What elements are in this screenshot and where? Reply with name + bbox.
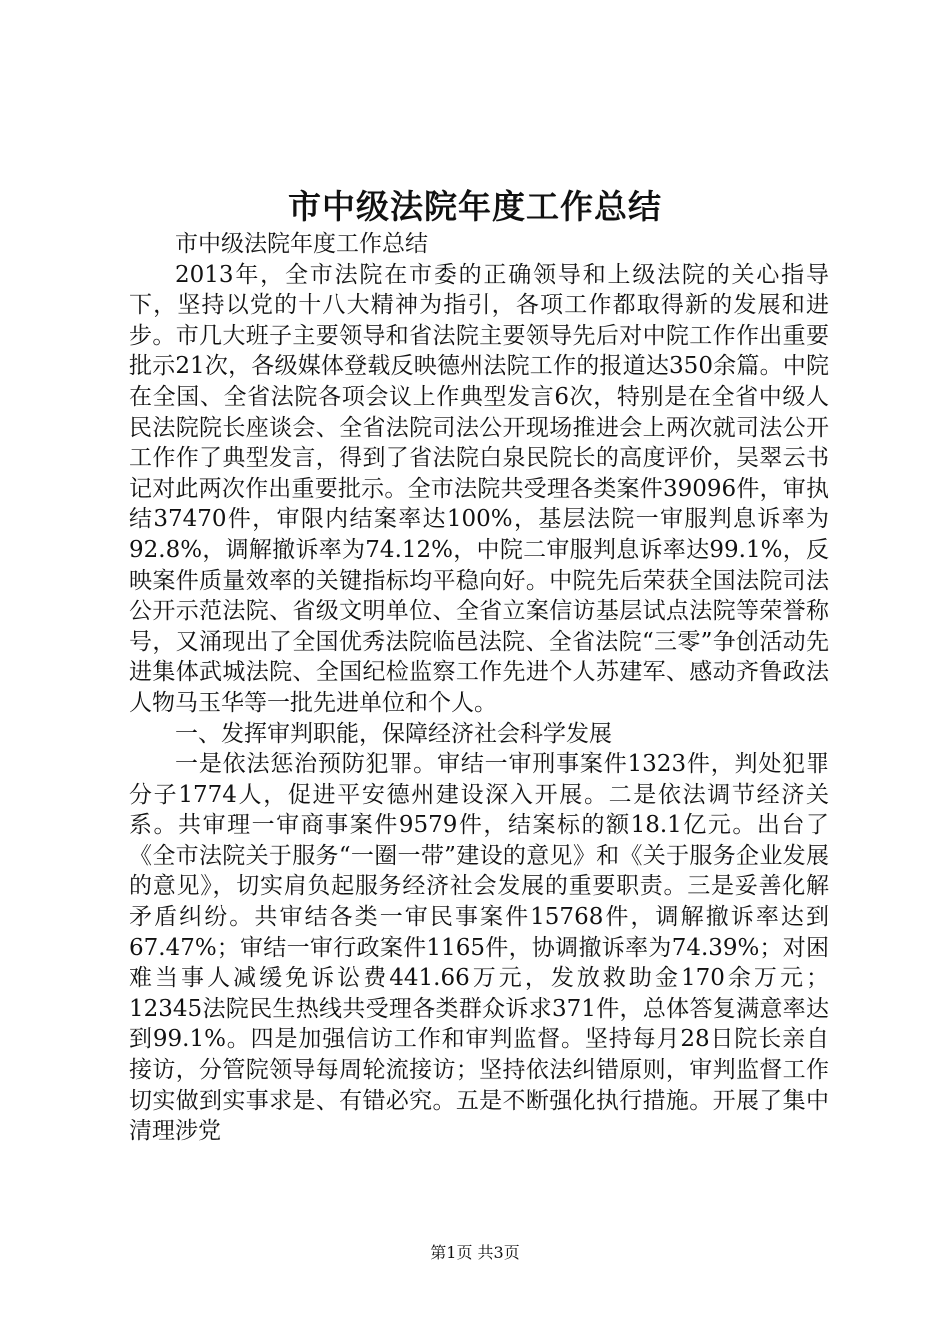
section-heading: 一、发挥审判职能，保障经济社会科学发展 [175,720,612,747]
page-footer: 第1页 共3页 [430,1243,520,1262]
paragraph-summary: 2013年，全市法院在市委的正确领导和上级法院的关心指导下，坚持以党的十八大精神为指引，各项工作都取得新的发展和进步。市几大班子主要领导和省法院主要领导先后对中院工作作出重要批示21次，各级媒体登载反映德州法院工作的报道达350余篇。中院在全国、全省法院各项会议上作典型发言6次，特别是在全省中级人民法院院长座谈会、全省法院司法公开现场推进会上两次就司法公开工作作了典型发言，得到了省法院白泉民院长的高度评价，吴翠云书记对此两次作出重要批示。全市法院共受理各类案件39096件，审执结37470件，审限内结案率达100%，基层法院一审服判息诉率为92.8%，调解撤诉率为74.12%，中院二审服判息诉率达99.1%，反映案件质量效率的关键指标均平稳向好。中院先后荣获全国法院司法公开示范法院、省级文明单位、全省立案信访基层试点法院等荣誉称号，又涌现出了全国优秀法院临邑法院、全省法院“三零”争创活动先进集体武城法院、全国纪检监察工作先进个人苏建军、感动齐鲁政法人物马玉华等一批先进单位和个人。 [129,261,829,716]
paragraph-subtitle: 市中级法院年度工作总结 [175,231,428,257]
paragraph-section-one: 一是依法惩治预防犯罪。审结一审刑事案件1323件，判处犯罪分子1774人，促进平安德州建设深入开展。二是依法调节经济关系。共审理一审商事案件9579件，结案标的额18.1亿元。出台了《全市法院关于服务“一圈一带”建设的意见》和《关于服务企业发展的意见》，切实肩负起服务经济社会发展的重要职责。三是妥善化解矛盾纠纷。共审结各类一审民事案件15768件，调解撤诉率达到67.47%；审结一审行政案件1165件，协调撤诉率为74.39%；对困难当事人减缓免诉讼费441.66万元，发放救助金170余万元；12345法院民生热线共受理各类群众诉求371件，总体答复满意率达到99.1%。四是加强信访工作和审判监督。坚持每月28日院长亲自接访，分管院领导每周轮流接访；坚持依法纠错原则，审判监督工作切实做到实事求是、有错必究。五是不断强化执行措施。开展了集中清理涉党 [129,751,829,1145]
document-body [129,229,829,1147]
document-title: 市中级法院年度工作总结 [288,187,662,226]
